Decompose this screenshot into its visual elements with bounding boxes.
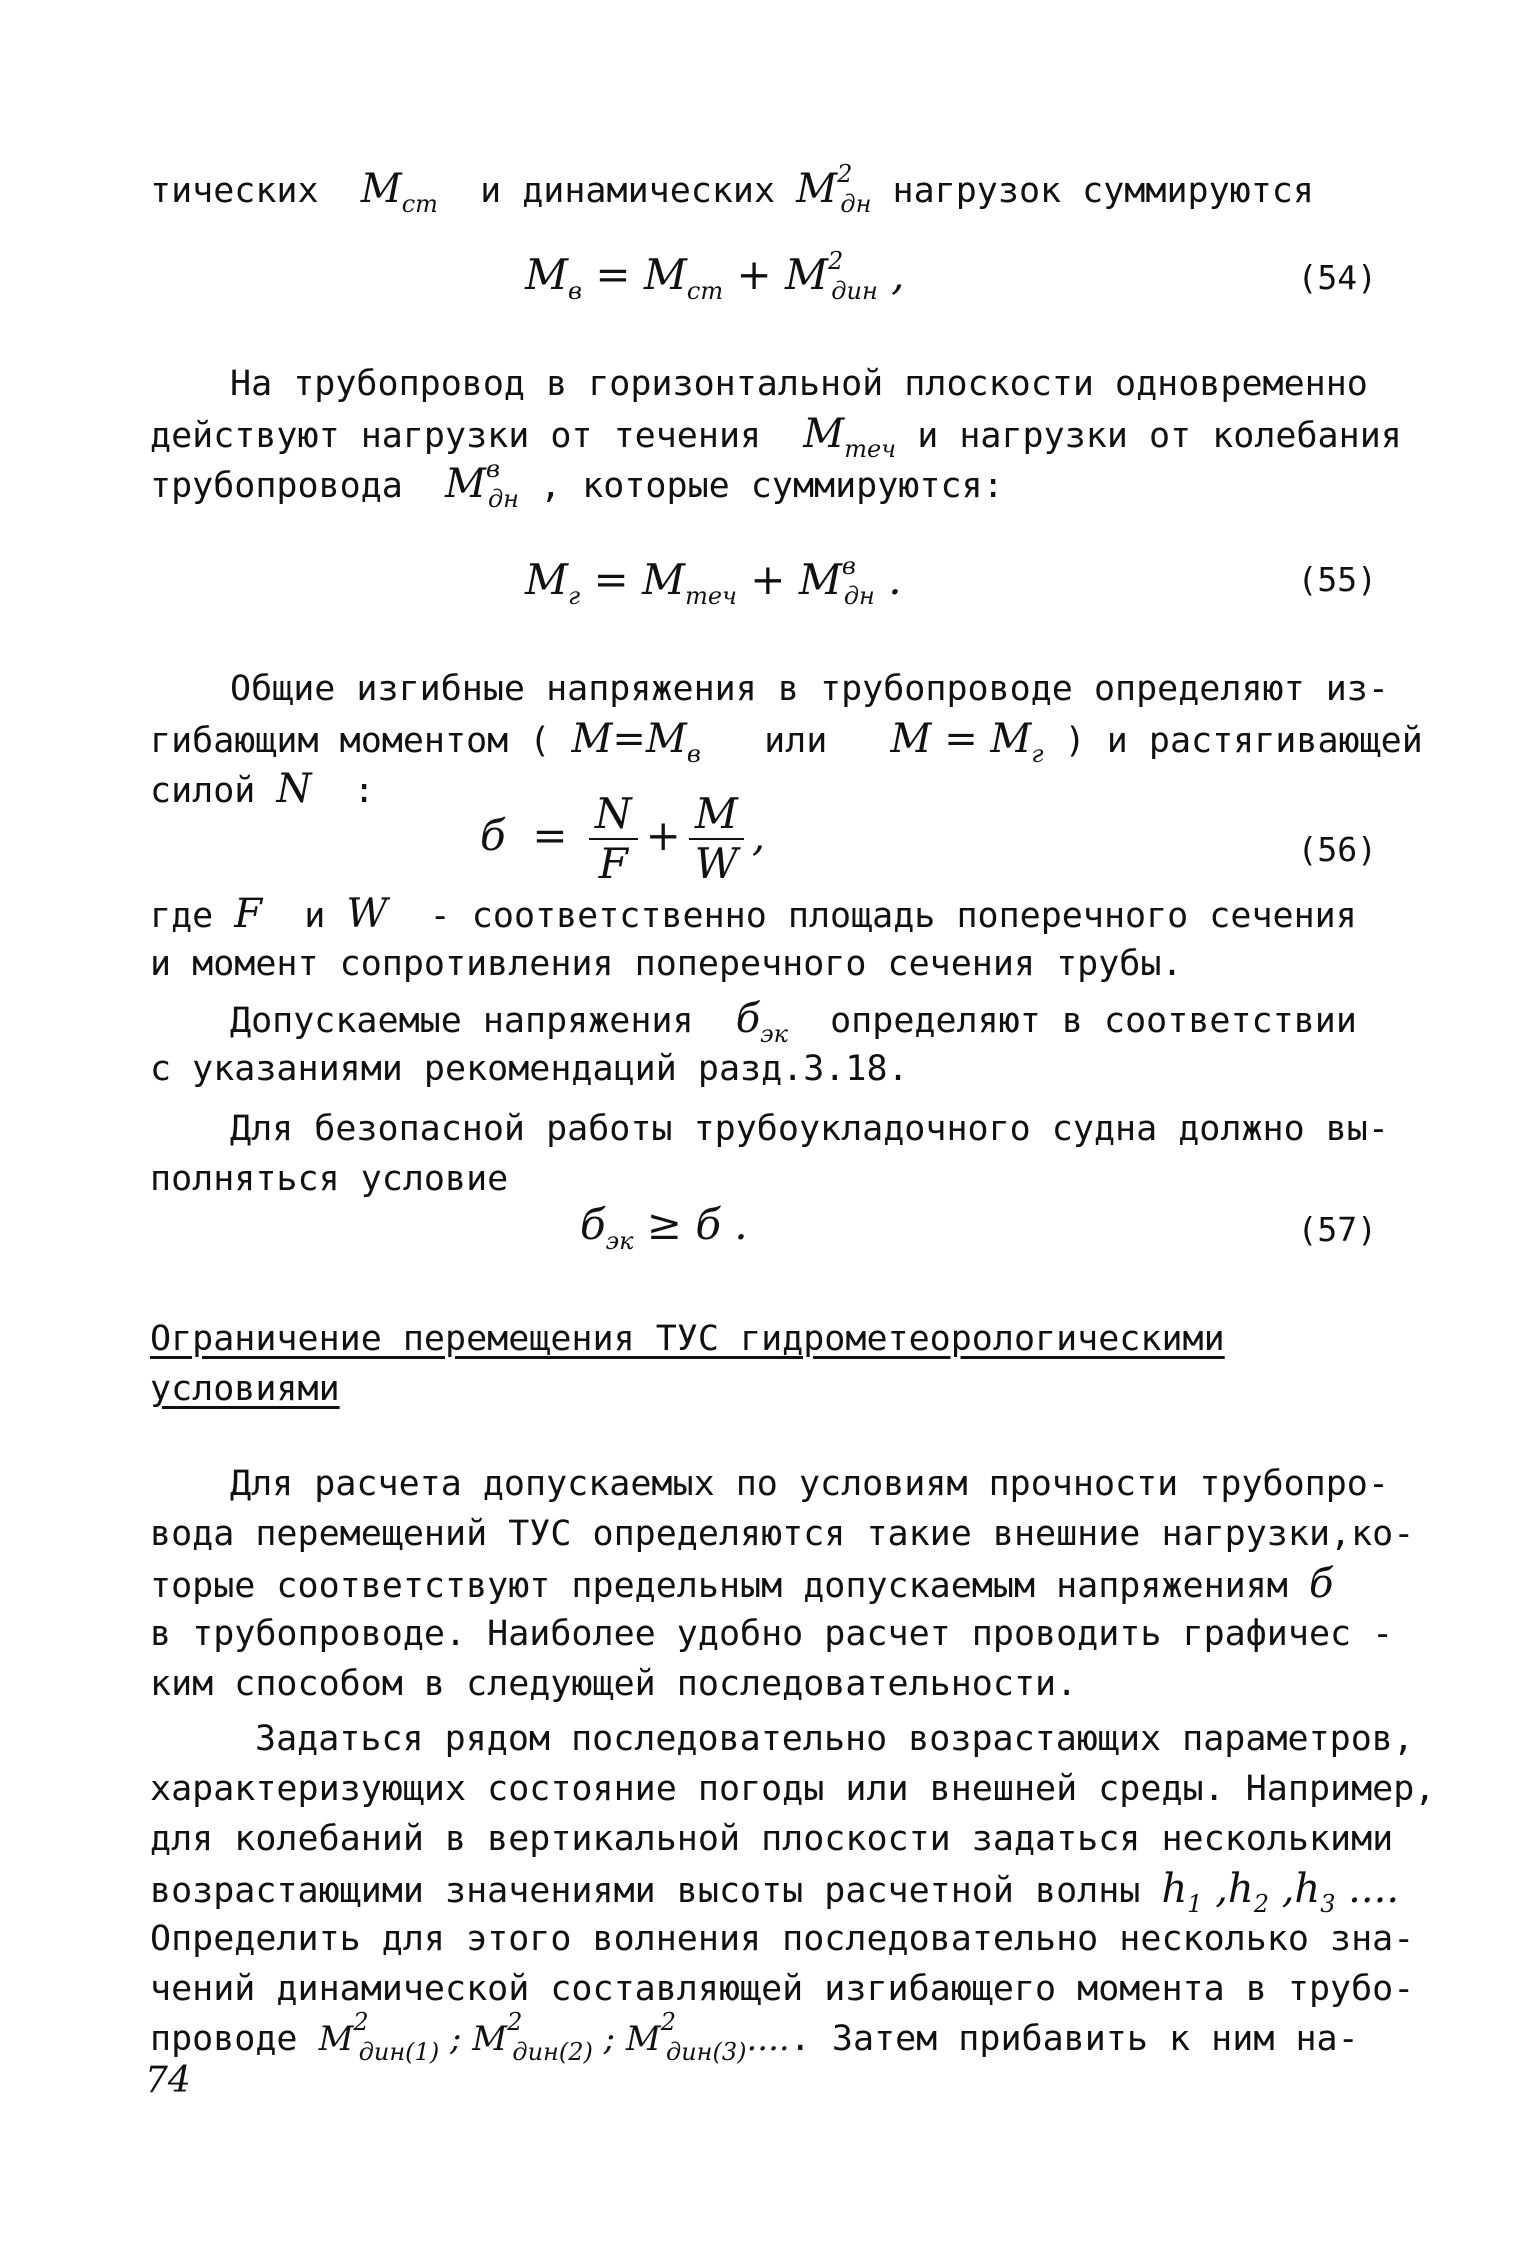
equation-54: $M_в = M_{ст} + M^2_{дин}$ ,	[525, 247, 905, 305]
page-number: 74	[145, 2060, 191, 2101]
equation-57: $б_{эк} \ge б$ .	[580, 1200, 748, 1255]
text-line: Для безопасной работы трубоукладочного судна должно вы-	[230, 1109, 1389, 1149]
text-line: гибающим моментом ( $M=M_в$ или $M = M_г$ ) и растягивающей	[150, 716, 1423, 768]
equation-number: (55)	[1297, 560, 1377, 599]
text-line: проводе $M^2_{дин(1)}$ ; $M^2_{дин(2)}$ ; $M^2_{дин(3)}$..... Затем прибавить к ним на-	[150, 2008, 1359, 2066]
text-line: Для расчета допускаемых по условиям прочности трубопро-	[230, 1464, 1389, 1504]
text-line: для колебаний в вертикальной плоскости задаться несколькими	[150, 1819, 1394, 1859]
text-line: Допускаемые напряжения $б_{эк}$ определяют в соответствии	[230, 996, 1357, 1048]
text-line: и момент сопротивления поперечного сечения трубы.	[150, 944, 1183, 984]
text-line: Определить для этого волнения последовательно несколько зна-	[150, 1919, 1415, 1959]
text-line: вода перемещений ТУС определяются такие внешние нагрузки,ко-	[150, 1514, 1415, 1554]
text-line: На трубопровод в горизонтальной плоскости одновременно	[230, 364, 1368, 404]
text-line: с указаниями рекомендаций разд.3.18.	[150, 1049, 909, 1089]
text-line: Задаться рядом последовательно возрастающих параметров,	[255, 1719, 1414, 1759]
equation-number: (56)	[1297, 830, 1377, 869]
text-line: торые соответствуют предельным допускаемым напряжениям б	[150, 1561, 1334, 1607]
equation-number: (54)	[1297, 258, 1377, 297]
text-line: силой N :	[150, 766, 375, 812]
text-line: где F и W - соответственно площадь поперечного сечения	[150, 891, 1357, 937]
text-line: трубопровода $M^в_{дн}$ , которые суммируются:	[150, 455, 1004, 513]
equation-56: б = $\frac{N}{F}$ + $\frac{M}{W}$ ,	[480, 789, 766, 888]
text-line: полняться условие	[150, 1159, 509, 1199]
text-line: ким способом в следующей последовательности.	[150, 1664, 1078, 1704]
text-line: действуют нагрузки от течения $M_{теч}$ и нагрузки от колебания	[150, 411, 1402, 463]
text-line: Общие изгибные напряжения в трубопроводе определяют из-	[230, 669, 1389, 709]
section-heading: условиями	[150, 1369, 340, 1409]
equation-number: (57)	[1297, 1210, 1377, 1249]
text-line: тических $M_{ст}$ и динамических $M^2_{дн}$ нагрузок суммируются	[150, 160, 1314, 218]
text-line: чений динамической составляющей изгибающего момента в трубо-	[150, 1969, 1415, 2009]
text-line: характеризующих состояние погоды или внешней среды. Например,	[150, 1769, 1436, 1809]
equation-55: $M_г = M_{теч} + M^в_{дн}$ .	[525, 552, 902, 610]
text-line: в трубопроводе. Наиболее удобно расчет проводить графичес -	[150, 1614, 1394, 1654]
text-line: возрастающими значениями высоты расчетной волны $h_1$ $,h_2$ $,h_3$ ....	[150, 1866, 1400, 1918]
section-heading: Ограничение перемещения ТУС гидрометеорологическими	[150, 1319, 1225, 1359]
